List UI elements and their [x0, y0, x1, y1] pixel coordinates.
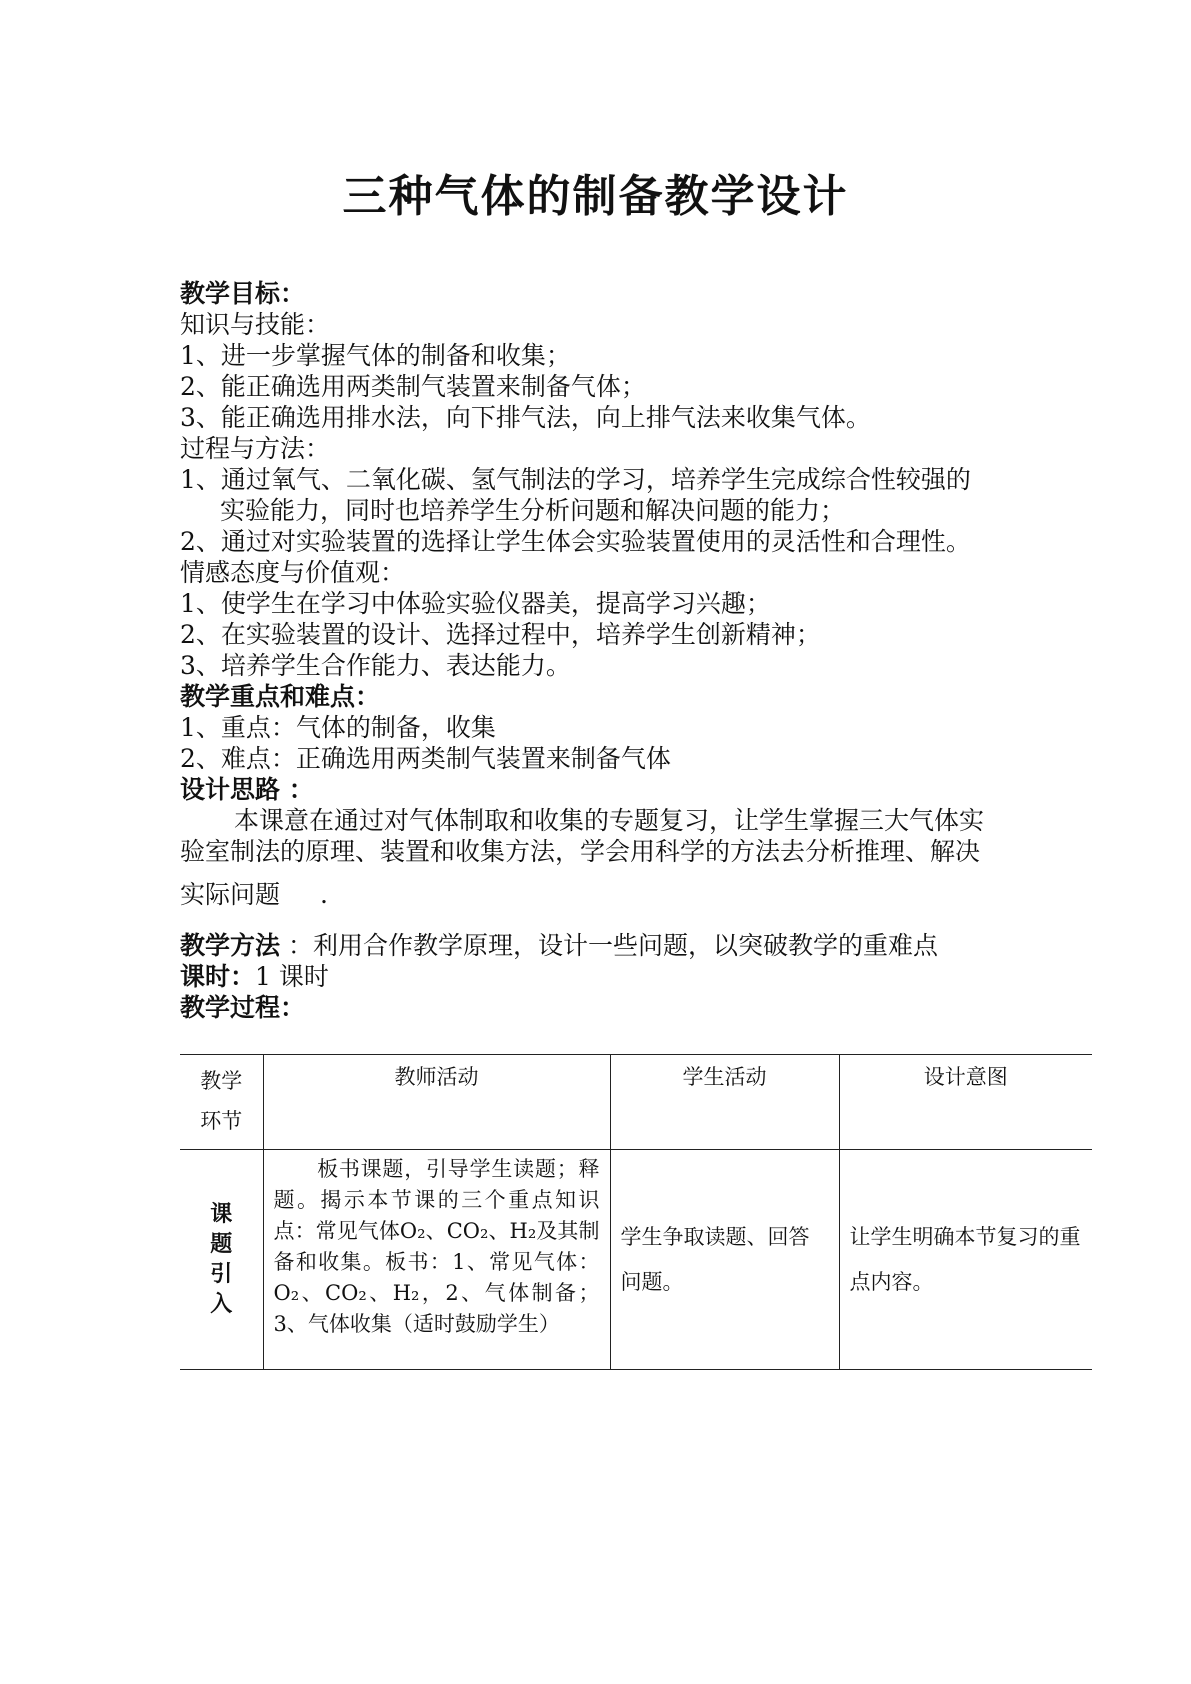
- design-intent-cell: 让学生明确本节复习的重点内容。: [839, 1150, 1092, 1370]
- header-student-activity: 学生活动: [610, 1055, 839, 1150]
- header-teacher-activity: 教师活动: [263, 1055, 610, 1150]
- stage-cell: [180, 1150, 263, 1370]
- teaching-process-table: [180, 1054, 1092, 1370]
- teaching-method: [180, 930, 1080, 961]
- design-paragraph-line: 本课意在通过对气体制取和收集的专题复习，让学生掌握三大气体实: [234, 806, 985, 835]
- table-row: [180, 1150, 1092, 1370]
- design-paragraph-period: .: [320, 880, 328, 909]
- process-method-item: 2、通过对实验装置的选择让学生体会实验装置使用的灵活性和合理性。: [180, 527, 971, 556]
- objectives-heading: 教学目标：: [180, 279, 306, 308]
- design-paragraph-last-line: [180, 879, 1080, 910]
- process-method-heading: 过程与方法：: [180, 434, 331, 463]
- header-design-intent: 设计意图: [839, 1055, 1092, 1150]
- attitude-item: 3、培养学生合作能力、表达能力。: [180, 651, 571, 680]
- page-title: 三种气体的制备教学设计: [342, 171, 849, 222]
- knowledge-item: 1、进一步掌握气体的制备和收集；: [180, 341, 571, 370]
- attitude-item: 1、使学生在学习中体验实验仪器美，提高学习兴趣；: [180, 589, 771, 618]
- stage-label: 课题引入: [210, 1201, 233, 1317]
- process-method-item-continued: 实验能力，同时也培养学生分析问题和解决问题的能力；: [220, 496, 846, 525]
- key-point-item: 2、难点：正确选用两类制气装置来制备气体: [180, 744, 671, 773]
- process-heading: 教学过程：: [180, 993, 306, 1022]
- class-hours-label: 课时：: [180, 962, 256, 991]
- document-body: [180, 278, 1080, 1023]
- table-header-row: [180, 1055, 1092, 1150]
- class-hours-value: 1 课时: [255, 962, 329, 991]
- student-activity-cell: 学生争取读题、回答问题。: [610, 1150, 839, 1370]
- key-points-heading: 教学重点和难点：: [180, 682, 381, 711]
- design-paragraph-line: 验室制法的原理、装置和收集方法，学会用科学的方法去分析推理、解决: [180, 837, 981, 866]
- teaching-method-text: ：利用合作教学原理，设计一些问题，以突破教学的重难点: [288, 931, 939, 960]
- design-heading: 设计思路 ：: [180, 775, 314, 804]
- knowledge-heading: 知识与技能：: [180, 310, 331, 339]
- process-method-item: 1、通过氧气、二氧化碳、氢气制法的学习，培养学生完成综合性较强的: [180, 465, 971, 494]
- attitude-heading: 情感态度与价值观：: [180, 558, 406, 587]
- design-paragraph-text: 实际问题: [180, 880, 281, 909]
- teaching-method-label: 教学方法: [180, 931, 281, 960]
- knowledge-item: 3、能正确选用排水法，向下排气法，向上排气法来收集气体。: [180, 403, 871, 432]
- attitude-item: 2、在实验装置的设计、选择过程中，培养学生创新精神；: [180, 620, 821, 649]
- key-point-item: 1、重点：气体的制备，收集: [180, 713, 496, 742]
- class-hours: [180, 961, 1080, 992]
- teacher-activity-cell: 板书课题，引导学生读题；释题。揭示本节课的三个重点知识点：常见气体O₂、CO₂、H₂及其制备和收集。板书：1、常见气体：O₂、CO₂、H₂，2、气体制备；3、气体收集（适时鼓励学生）: [263, 1150, 610, 1370]
- header-stage: 教学环节: [180, 1055, 263, 1150]
- knowledge-item: 2、能正确选用两类制气装置来制备气体；: [180, 372, 646, 401]
